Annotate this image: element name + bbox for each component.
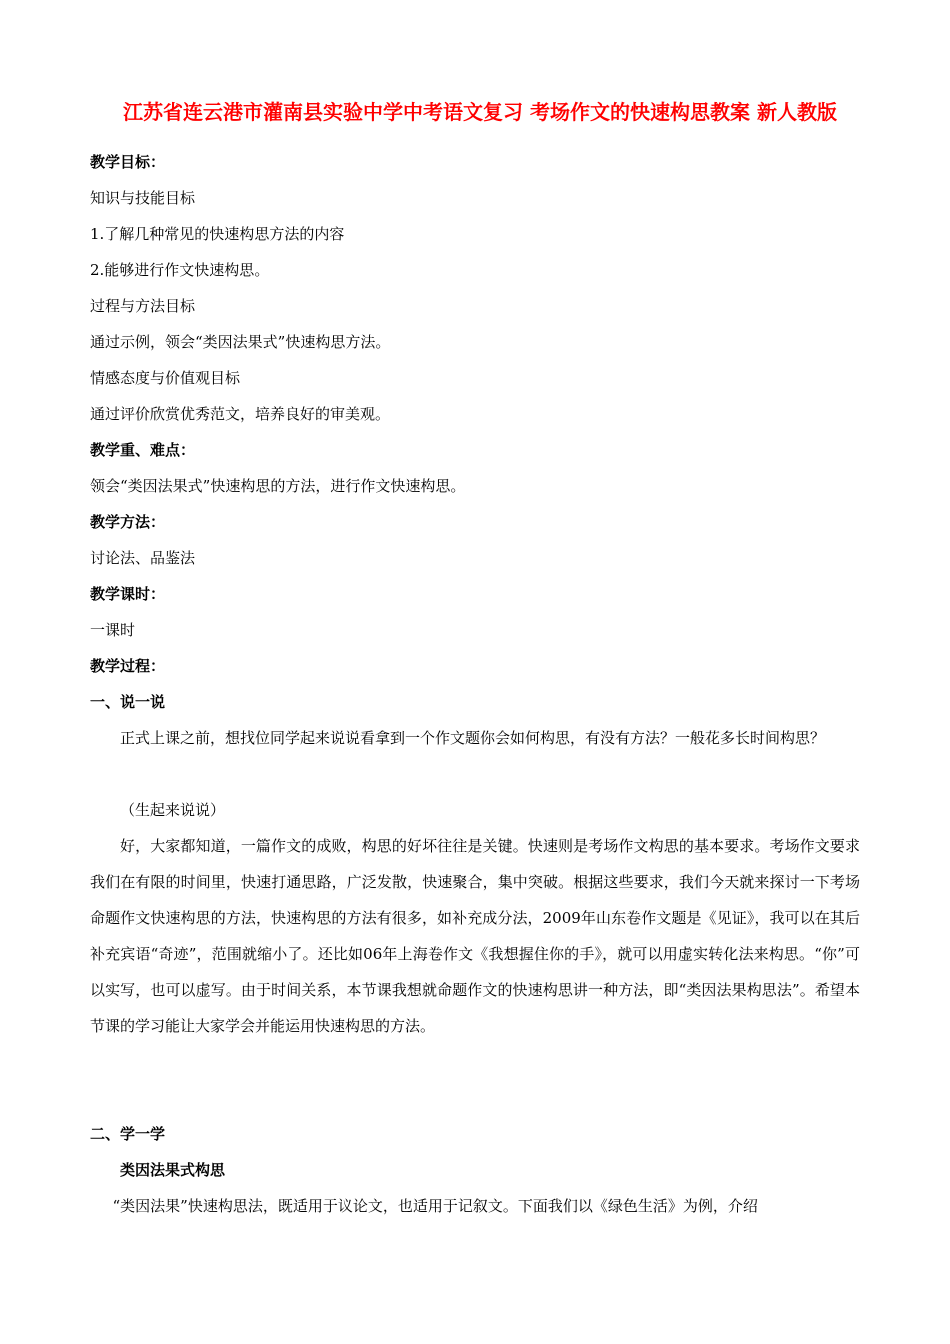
section-1-paragraph-1: 正式上课之前，想找位同学起来说说看拿到一个作文题你会如何构思，有没有方法？一般花多长时间构思？ [120, 729, 826, 747]
process-heading: 教学过程： [90, 657, 166, 675]
key-points-heading: 教学重、难点： [90, 441, 196, 459]
methods-text: 讨论法、品鉴法 [90, 549, 196, 567]
section-1-paragraph-2: 好，大家都知道，一篇作文的成败，构思的好坏往往是关键。快速则是考场作文构思的基本要求。考场作文要求我们在有限的时间里，快速打通思路，广泛发散，快速聚合，集中突破。根据这些要求，我们今天就来探讨一下考场命题作文快速构思的方法，快速构思的方法有很多，如补充成分法，2009年山东卷作文题是《见证》，我可以在其后补充宾语“奇迹”，范围就缩小了。还比如06年上海卷作文《我想握住你的手》，就可以用虚实转化法来构思。“你”可以实写，也可以虚写。由于时间关系，本节课我想就命题作文的快速构思讲一种方法，即“类因法果构思法”。希望本节课的学习能让大家学会并能运用快速构思的方法。 [90, 837, 860, 1035]
emotion-goals-label: 情感态度与价值观目标 [90, 369, 241, 387]
key-points-text: 领会“类因法果式”快速构思的方法，进行作文快速构思。 [90, 477, 466, 495]
section-1-note: （生起来说说） [120, 801, 226, 819]
emotion-goal-text: 通过评价欣赏优秀范文，培养良好的审美观。 [90, 405, 391, 423]
goal-item-2: 2.能够进行作文快速构思。 [90, 261, 270, 279]
document-title: 江苏省连云港市灌南县实验中学中考语文复习 考场作文的快速构思教案 新人教版 [123, 100, 837, 124]
section-1-heading: 一、说一说 [90, 693, 166, 711]
goal-item-1: 1.了解几种常见的快速构思方法的内容 [90, 225, 345, 243]
knowledge-goals-label: 知识与技能目标 [90, 189, 196, 207]
class-hours-heading: 教学课时： [90, 585, 166, 603]
section-2-paragraph-1: “类因法果”快速构思法，既适用于议论文，也适用于记叙文。下面我们以《绿色生活》为例，介绍 [112, 1197, 758, 1215]
methods-heading: 教学方法： [90, 513, 166, 531]
section-2-subheading: 类因法果式构思 [120, 1161, 226, 1179]
teaching-goals-heading: 教学目标： [90, 153, 166, 171]
process-goals-label: 过程与方法目标 [90, 297, 196, 315]
process-goal-text: 通过示例，领会“类因法果式”快速构思方法。 [90, 333, 391, 351]
section-2-heading: 二、学一学 [90, 1125, 166, 1143]
class-hours-text: 一课时 [90, 621, 136, 639]
